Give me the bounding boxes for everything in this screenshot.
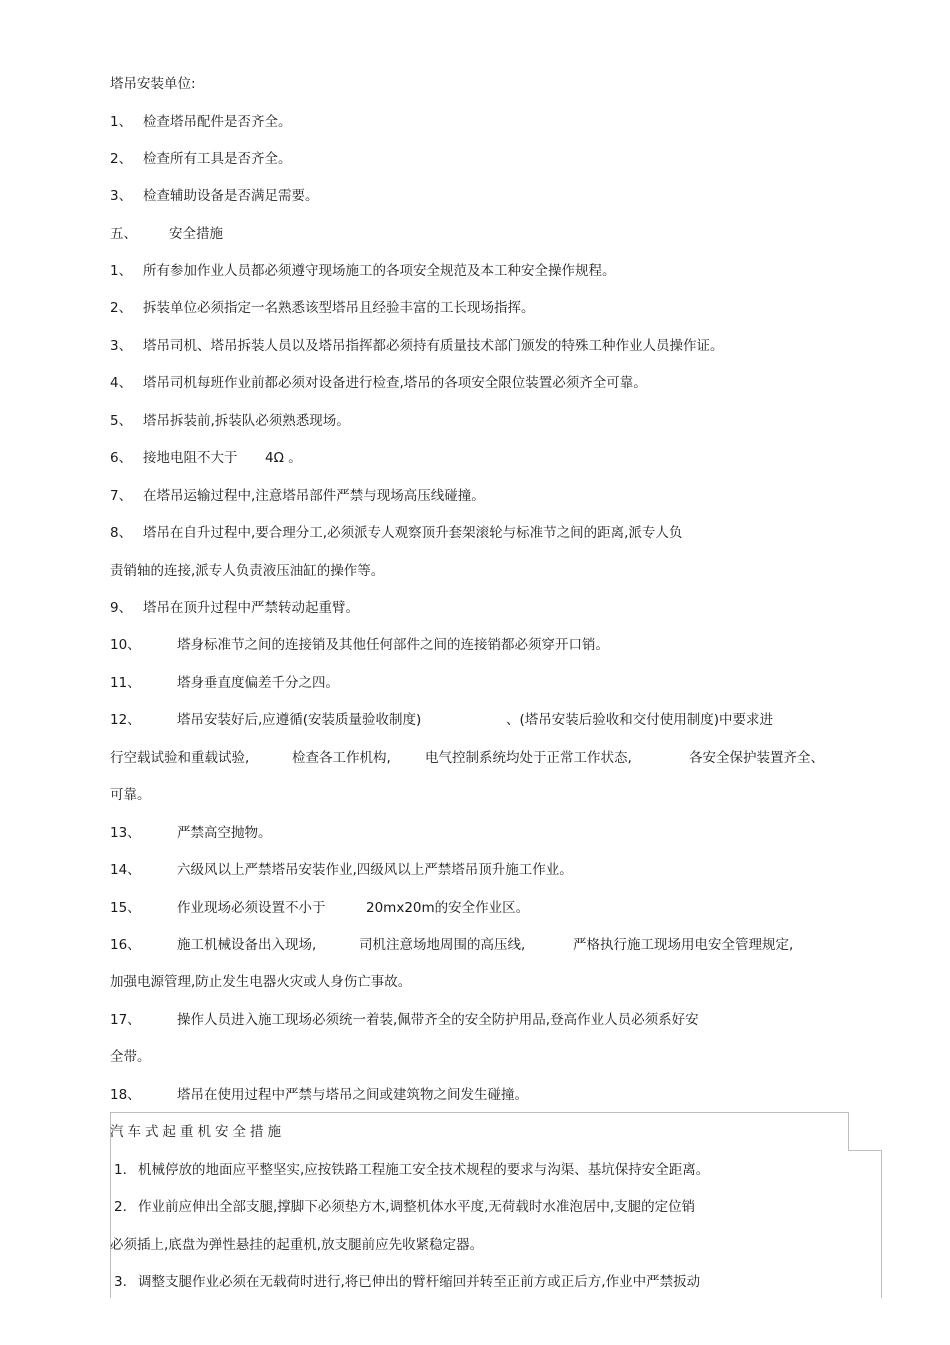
section-title: 安全措施 [169, 226, 223, 242]
item-number: 9、 [110, 600, 133, 616]
pre-item-text: 检查塔吊配件是否齐全。 [143, 114, 292, 130]
item-text: 严禁高空抛物。 [177, 825, 272, 841]
document-header: 塔吊安装单位: [110, 76, 196, 92]
item-text-continued: 可靠。 [110, 787, 151, 803]
section-number: 五、 [110, 226, 137, 242]
item-number: 1、 [110, 263, 133, 279]
crane-item-text-continued: 必须插上,底盘为弹性悬挂的起重机,放支腿前应先收紧稳定器。 [110, 1237, 484, 1253]
item-text: 作业现场必须设置不小于 [177, 900, 326, 916]
item-text: 塔吊在顶升过程中严禁转动起重臂。 [143, 600, 359, 616]
item-text: 塔身标准节之间的连接销及其他任何部件之间的连接销都必须穿开口销。 [177, 637, 609, 653]
item-number: 14、 [110, 862, 141, 878]
item-text-continued: 各安全保护装置齐全、 [689, 750, 824, 766]
crane-section-title: 汽车式起重机安全措施 [110, 1124, 285, 1140]
item-text-continued: 电气控制系统均处于正常工作状态, [425, 750, 632, 766]
pre-item-text: 检查辅助设备是否满足需要。 [143, 188, 319, 204]
item-text: 操作人员进入施工现场必须统一着装,佩带齐全的安全防护用品,登高作业人员必须系好安 [177, 1012, 699, 1028]
item-text: 塔吊安装好后,应遵循(安装质量验收制度) [177, 712, 422, 728]
item-text: 施工机械设备出入现场, [177, 937, 317, 953]
item-text: 接地电阻不大于 [143, 450, 238, 466]
item-number: 10、 [110, 637, 141, 653]
crane-item-text: 作业前应伸出全部支腿,撑脚下必须垫方木,调整机体水平度,无荷载时水准泡居中,支腿的定位销 [138, 1199, 696, 1215]
item-text: 塔吊司机、塔吊拆装人员以及塔吊指挥都必须持有质量技术部门颁发的特殊工种作业人员操作证。 [143, 338, 724, 354]
item-text: 塔吊司机每班作业前都必须对设备进行检查,塔吊的各项安全限位装置必须齐全可靠。 [143, 375, 647, 391]
crane-item-text: 调整支腿作业必须在无载荷时进行,将已伸出的臂杆缩回并转至正前方或正后方,作业中严禁扳动 [138, 1274, 701, 1290]
item-number: 7、 [110, 488, 133, 504]
table-rule-right [848, 1112, 849, 1150]
item-text: 、(塔吊安装后验收和交付使用制度)中要求进 [506, 712, 774, 728]
crane-item-number: 3. [114, 1274, 127, 1290]
item-text: 司机注意场地周围的高压线, [359, 937, 526, 953]
item-number: 18、 [110, 1087, 141, 1103]
table-rule-step [848, 1150, 882, 1151]
item-number: 15、 [110, 900, 141, 916]
item-text-value: 20mx20m的安全作业区。 [366, 900, 530, 916]
table-rule-top [110, 1112, 848, 1113]
item-text: 在塔吊运输过程中,注意塔吊部件严禁与现场高压线碰撞。 [143, 488, 485, 504]
item-text: 塔身垂直度偏差千分之四。 [177, 675, 339, 691]
pre-item-number: 3、 [110, 188, 133, 204]
item-number: 16、 [110, 937, 141, 953]
item-text: 塔吊在自升过程中,要合理分工,必须派专人观察顶升套架滚轮与标准节之间的距离,派专人负 [143, 525, 683, 541]
item-number: 6、 [110, 450, 133, 466]
pre-item-text: 检查所有工具是否齐全。 [143, 151, 292, 167]
item-text-value: 4Ω 。 [265, 450, 302, 466]
crane-item-number: 1. [114, 1162, 127, 1178]
item-text: 塔吊在使用过程中严禁与塔吊之间或建筑物之间发生碰撞。 [177, 1087, 528, 1103]
item-number: 17、 [110, 1012, 141, 1028]
item-text: 严格执行施工现场用电安全管理规定, [573, 937, 794, 953]
item-number: 11、 [110, 675, 141, 691]
item-number: 5、 [110, 413, 133, 429]
item-number: 2、 [110, 300, 133, 316]
crane-item-number: 2. [114, 1199, 127, 1215]
item-number: 8、 [110, 525, 133, 541]
item-text-continued: 全带。 [110, 1049, 151, 1065]
item-text: 塔吊拆装前,拆装队必须熟悉现场。 [143, 413, 350, 429]
item-number: 13、 [110, 825, 141, 841]
item-number: 3、 [110, 338, 133, 354]
crane-item-text: 机械停放的地面应平整坚实,应按铁路工程施工安全技术规程的要求与沟渠、基坑保持安全距离。 [138, 1162, 710, 1178]
item-number: 12、 [110, 712, 141, 728]
item-text: 所有参加作业人员都必须遵守现场施工的各项安全规范及本工种安全操作规程。 [143, 263, 616, 279]
item-text-continued: 加强电源管理,防止发生电器火灾或人身伤亡事故。 [110, 974, 412, 990]
item-text-continued: 责销轴的连接,派专人负责液压油缸的操作等。 [110, 563, 385, 579]
pre-item-number: 1、 [110, 114, 133, 130]
item-number: 4、 [110, 375, 133, 391]
item-text: 六级风以上严禁塔吊安装作业,四级风以上严禁塔吊顶升施工作业。 [177, 862, 573, 878]
pre-item-number: 2、 [110, 151, 133, 167]
item-text-continued: 行空载试验和重载试验, [110, 750, 250, 766]
table-rule-right-lower [881, 1150, 882, 1298]
item-text-continued: 检查各工作机构, [292, 750, 391, 766]
item-text: 拆装单位必须指定一名熟悉该型塔吊且经验丰富的工长现场指挥。 [143, 300, 535, 316]
